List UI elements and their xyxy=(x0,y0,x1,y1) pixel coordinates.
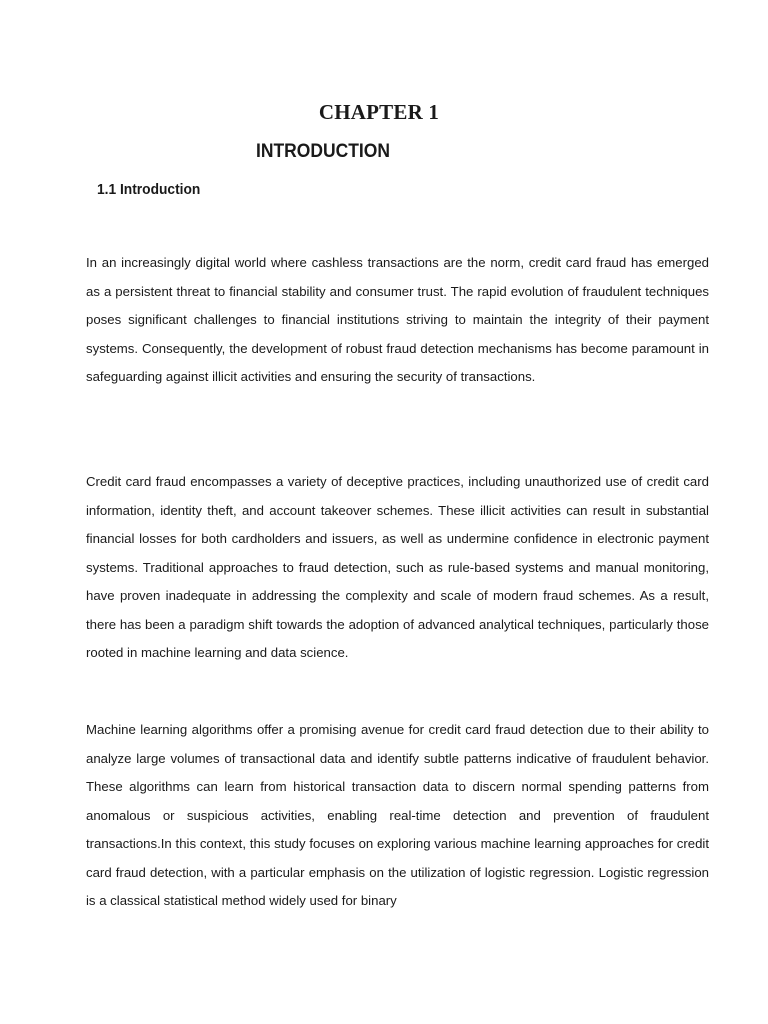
paragraph-3: Machine learning algorithms offer a promising avenue for credit card fraud detection due to their ability to analyze large volumes of transactional data and identify subtle patterns indicative of fraudulent behavior. These algorithms can learn from historical transaction data to discern normal spending patterns from anomalous or suspicious activities, enabling real-time detection and prevention of fraudulent transactions.In this context, this study focuses on exploring various machine learning approaches for credit card fraud detection, with a particular emphasis on the utilization of logistic regression. Logistic regression is a classical statistical method widely used for binary xyxy=(86,722,709,908)
paragraph-1: In an increasingly digital world where cashless transactions are the norm, credit card fraud has emerged as a persistent threat to financial stability and consumer trust. The rapid evolution of fraudulent techniques poses significant challenges to financial institutions striving to maintain the integrity of their payment systems. Consequently, the development of robust fraud detection mechanisms has become paramount in safeguarding against illicit activities and ensuring the security of transactions. xyxy=(86,255,709,384)
chapter-subtitle: INTRODUCTION xyxy=(256,141,391,162)
paragraph-2: Credit card fraud encompasses a variety of deceptive practices, including unauthorized use of credit card information, identity theft, and account takeover schemes. These illicit activities can result in substantial financial losses for both cardholders and issuers, as well as undermine confidence in electronic payment systems. Traditional approaches to fraud detection, such as rule-based systems and manual monitoring, have proven inadequate in addressing the complexity and scale of modern fraud schemes. As a result, there has been a paradigm shift towards the adoption of advanced analytical techniques, particularly those rooted in machine learning and data science. xyxy=(86,474,709,660)
chapter-title: CHAPTER 1 xyxy=(318,100,440,124)
section-heading: 1.1 Introduction xyxy=(97,182,201,198)
